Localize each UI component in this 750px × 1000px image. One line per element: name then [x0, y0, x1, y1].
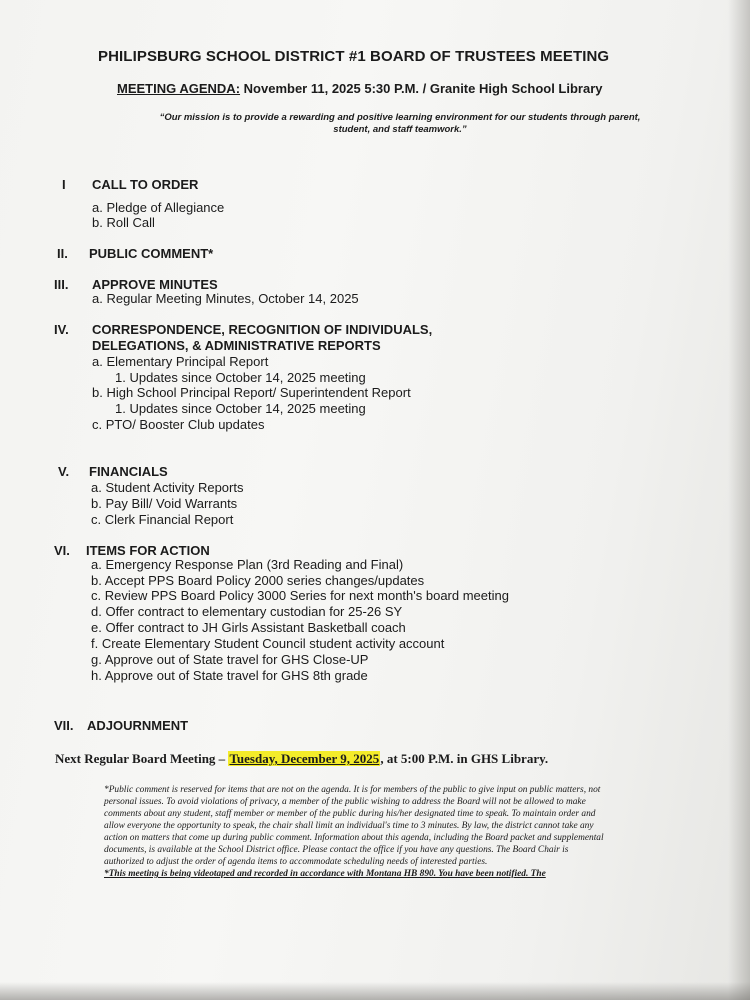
agenda-item: a. Elementary Principal Report: [92, 354, 269, 369]
agenda-item: a. Emergency Response Plan (3rd Reading and Final): [91, 557, 404, 572]
footnote-line: *Public comment is reserved for items that are not on the agenda. It is for members of the public to give input on public matters, not: [104, 785, 601, 795]
agenda-item: b. Accept PPS Board Policy 2000 series changes/updates: [91, 573, 425, 588]
agenda-item: a. Pledge of Allegiance: [92, 200, 225, 215]
next-meeting-date: Tuesday, December 9, 2025: [229, 751, 380, 766]
meeting-agenda-line: [117, 81, 603, 96]
section-title: DELEGATIONS, & ADMINISTRATIVE REPORTS: [92, 338, 381, 353]
recording-notice: *This meeting is being videotaped and recorded in accordance with Montana HB 890. You have been notified. The: [104, 869, 546, 879]
agenda-item: c. Clerk Financial Report: [91, 512, 234, 527]
section-number: I: [62, 177, 66, 192]
agenda-label: MEETING AGENDA:: [117, 81, 241, 96]
footnote-line: action on matters that come up during public comment. Information about this agenda, including the Board packet and supplemental: [104, 833, 604, 843]
footnote-line: comments about any student, staff member or member of the public during his/her designated time to speak. To maintain order and: [104, 809, 596, 819]
document-title: PHILIPSBURG SCHOOL DISTRICT #1 BOARD OF TRUSTEES MEETING: [98, 48, 610, 65]
section-title: CALL TO ORDER: [92, 177, 199, 192]
section-title: APPROVE MINUTES: [92, 277, 218, 292]
section-title: CORRESPONDENCE, RECOGNITION OF INDIVIDUALS,: [92, 322, 433, 337]
mission-line: student, and staff teamwork.”: [333, 124, 467, 135]
next-meeting-suffix: , at 5:00 P.M. in GHS Library.: [380, 751, 549, 766]
section-title: ADJOURNMENT: [87, 718, 189, 733]
section-title: PUBLIC COMMENT*: [89, 246, 214, 261]
section-number: II.: [57, 246, 68, 261]
mission-statement: [120, 112, 680, 136]
agenda-subitem: 1. Updates since October 14, 2025 meeting: [115, 370, 366, 385]
agenda-item: e. Offer contract to JH Girls Assistant Basketball coach: [91, 620, 406, 635]
agenda-item: c. Review PPS Board Policy 3000 Series for next month's board meeting: [91, 588, 509, 603]
public-comment-footnote: [104, 784, 704, 880]
agenda-item: g. Approve out of State travel for GHS Close-UP: [91, 652, 369, 667]
agenda-item: h. Approve out of State travel for GHS 8th grade: [91, 668, 368, 683]
surface-below-paper: [0, 982, 750, 1000]
next-meeting-prefix: Next Regular Board Meeting –: [55, 751, 229, 766]
agenda-subitem: 1. Updates since October 14, 2025 meeting: [115, 401, 366, 416]
section-number: IV.: [54, 322, 69, 337]
agenda-item: d. Offer contract to elementary custodian for 25-26 SY: [91, 604, 403, 619]
mission-line: “Our mission is to provide a rewarding and positive learning environment for our students through parent,: [159, 112, 641, 123]
agenda-item: a. Regular Meeting Minutes, October 14, 2025: [92, 291, 359, 306]
footnote-line: authorized to adjust the order of agenda items to accommodate scheduling needs of interested parties.: [104, 857, 488, 867]
agenda-item: b. Pay Bill/ Void Warrants: [91, 496, 238, 511]
agenda-item: f. Create Elementary Student Council student activity account: [91, 636, 445, 651]
agenda-item: c. PTO/ Booster Club updates: [92, 417, 265, 432]
paper-edge-shadow: [728, 0, 750, 1000]
section-number: VI.: [54, 543, 70, 558]
section-title: ITEMS FOR ACTION: [86, 543, 210, 558]
agenda-details: November 11, 2025 5:30 P.M. / Granite High School Library: [243, 81, 603, 96]
agenda-item: b. Roll Call: [92, 215, 155, 230]
footnote-line: documents, is available at the School District office. Please contact the office if you have any questions. The Board Chair is: [104, 845, 569, 855]
agenda-item: a. Student Activity Reports: [91, 480, 244, 495]
footnote-line: personal issues. To avoid violations of privacy, a member of the public wishing to address the Board will not be allowed to make: [104, 797, 586, 807]
section-number: V.: [58, 464, 70, 479]
section-number: VII.: [54, 718, 74, 733]
section-number: III.: [54, 277, 69, 292]
agenda-item: b. High School Principal Report/ Superintendent Report: [92, 385, 411, 400]
footnote-line: allow everyone the opportunity to speak, the chair shall limit an individual's time to 3 minutes. By law, the district cannot take any: [104, 821, 594, 831]
next-meeting-line: [55, 751, 548, 767]
section-title: FINANCIALS: [89, 464, 168, 479]
